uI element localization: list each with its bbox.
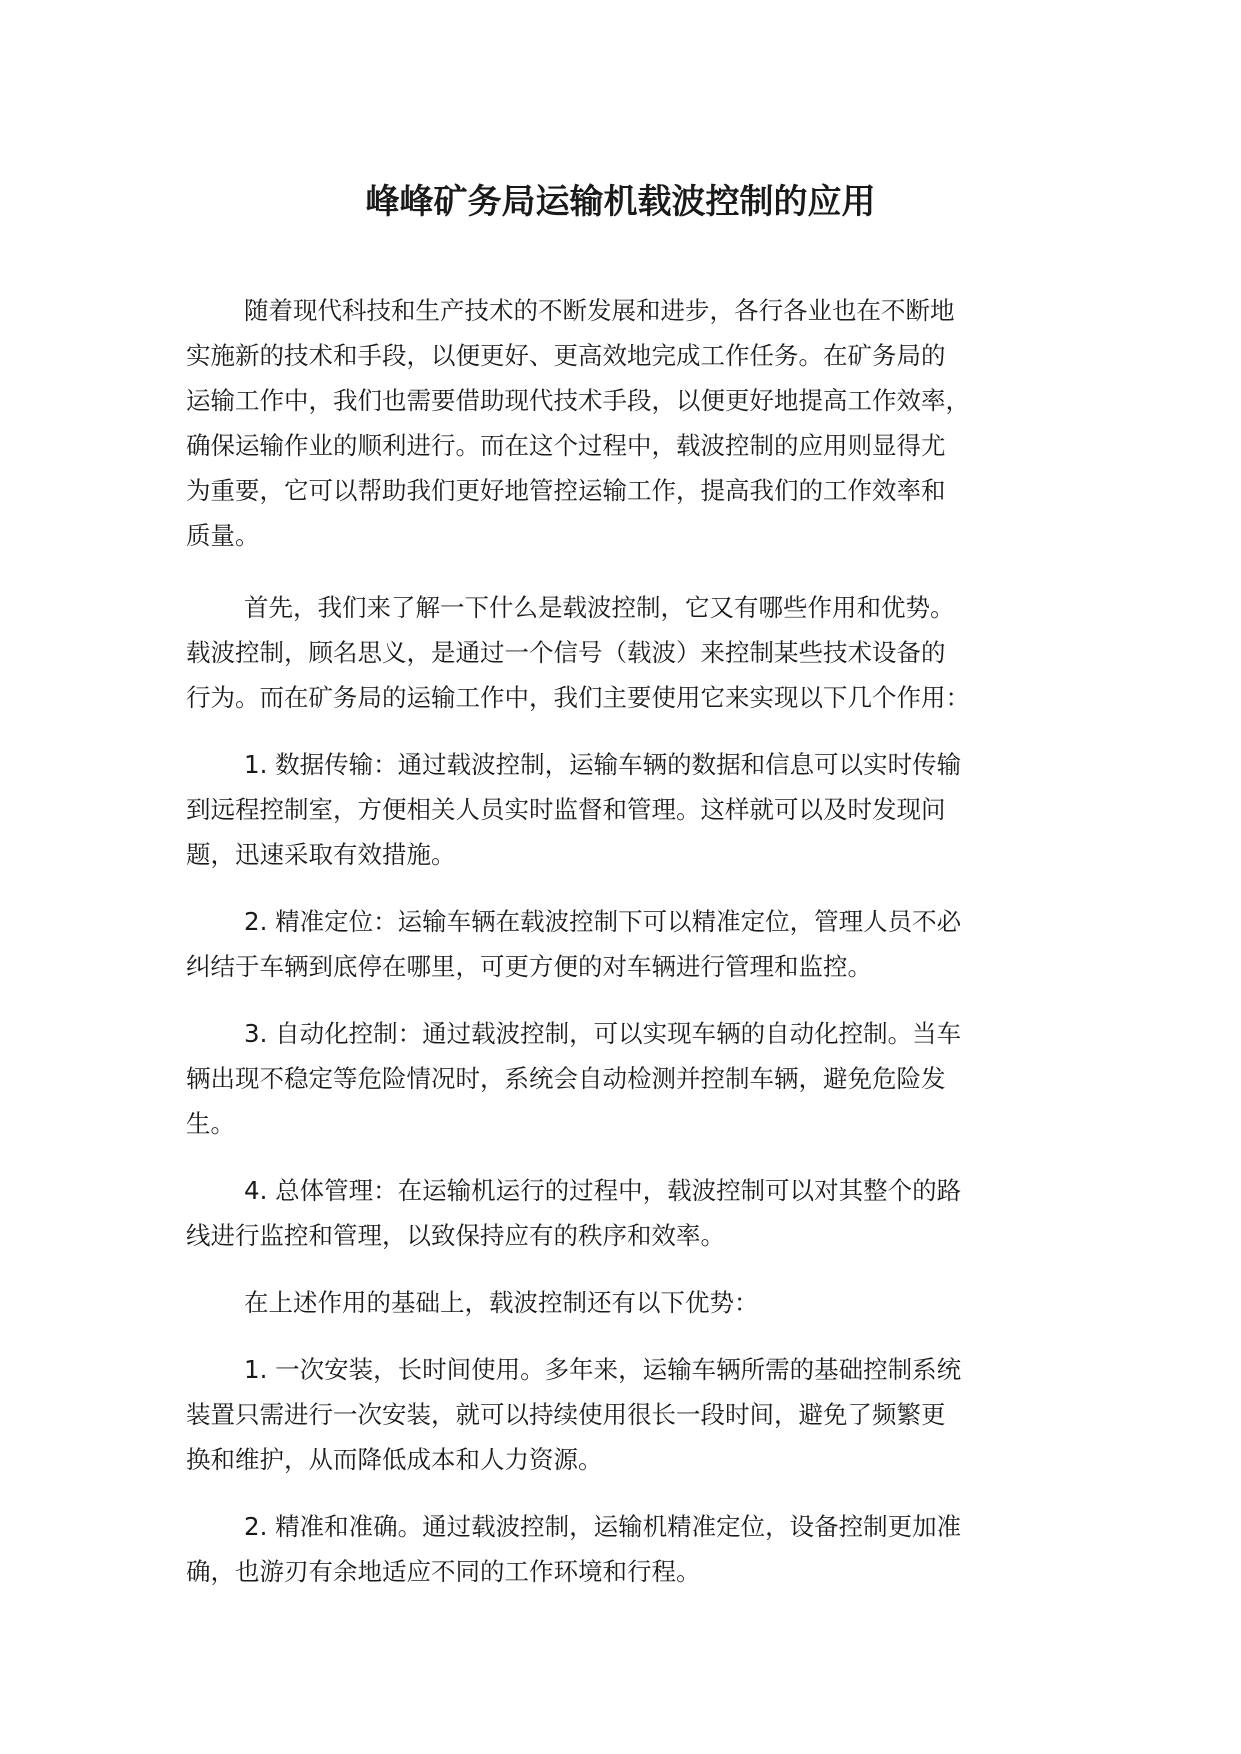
paragraph-line: 3. 自动化控制：通过载波控制，可以实现车辆的自动化控制。当车 [244,1019,962,1048]
paragraph-line: 为重要，它可以帮助我们更好地管控运输工作，提高我们的工作效率和 [186,476,946,505]
paragraph-function-3 [186,1011,961,1146]
paragraph-line: 确保运输作业的顺利进行。而在这个过程中，载波控制的应用则显得尤 [186,431,946,460]
paragraph-advantage-2 [186,1504,961,1594]
paragraph-line: 2. 精准定位：运输车辆在载波控制下可以精准定位，管理人员不必 [244,907,962,936]
document-title: 峰峰矿务局运输机载波控制的应用 [365,182,876,222]
paragraph-line: 首先，我们来了解一下什么是载波控制，它又有哪些作用和优势。 [244,593,955,622]
paragraph-line: 随着现代科技和生产技术的不断发展和进步，各行各业也在不断地 [244,296,955,325]
paragraph-advantages-intro [186,1280,759,1325]
paragraph-line: 2. 精准和准确。通过载波控制，运输机精准定位，设备控制更加准 [244,1512,962,1541]
paragraph-line: 质量。 [186,521,260,550]
paragraph-line: 题，迅速采取有效措施。 [186,840,456,869]
paragraph-line: 1. 数据传输：通过载波控制，运输车辆的数据和信息可以实时传输 [244,750,962,779]
paragraph-line: 纠结于车辆到底停在哪里，可更方便的对车辆进行管理和监控。 [186,952,872,981]
paragraph-intro [186,288,970,558]
paragraph-line: 1. 一次安装，长时间使用。多年来，运输车辆所需的基础控制系统 [244,1355,962,1384]
paragraph-line: 换和维护，从而降低成本和人力资源。 [186,1445,603,1474]
paragraph-line: 辆出现不稳定等危险情况时，系统会自动检测并控制车辆，避免危险发 [186,1064,946,1093]
paragraph-line: 在上述作用的基础上，载波控制还有以下优势： [244,1288,759,1317]
paragraph-line: 4. 总体管理：在运输机运行的过程中，载波控制可以对其整个的路 [244,1176,962,1205]
paragraph-line: 载波控制，顾名思义，是通过一个信号（载波）来控制某些技术设备的 [186,638,946,667]
paragraph-function-2 [186,899,961,989]
paragraph-line: 实施新的技术和手段，以便更好、更高效地完成工作任务。在矿务局的 [186,341,946,370]
paragraph-line: 运输工作中，我们也需要借助现代技术手段，以便更好地提高工作效率， [186,386,970,415]
paragraph-line: 线进行监控和管理，以致保持应有的秩序和效率。 [186,1221,725,1250]
paragraph-advantage-1 [186,1347,961,1482]
paragraph-line: 行为。而在矿务局的运输工作中，我们主要使用它来实现以下几个作用： [186,683,970,712]
paragraph-function-4 [186,1168,961,1258]
paragraph-line: 确，也游刃有余地适应不同的工作环境和行程。 [186,1557,701,1586]
paragraph-line: 到远程控制室，方便相关人员实时监督和管理。这样就可以及时发现问 [186,795,946,824]
paragraph-definition [186,585,970,720]
paragraph-line: 生。 [186,1109,235,1138]
paragraph-line: 装置只需进行一次安装，就可以持续使用很长一段时间，避免了频繁更 [186,1400,946,1429]
paragraph-function-1 [186,742,961,877]
